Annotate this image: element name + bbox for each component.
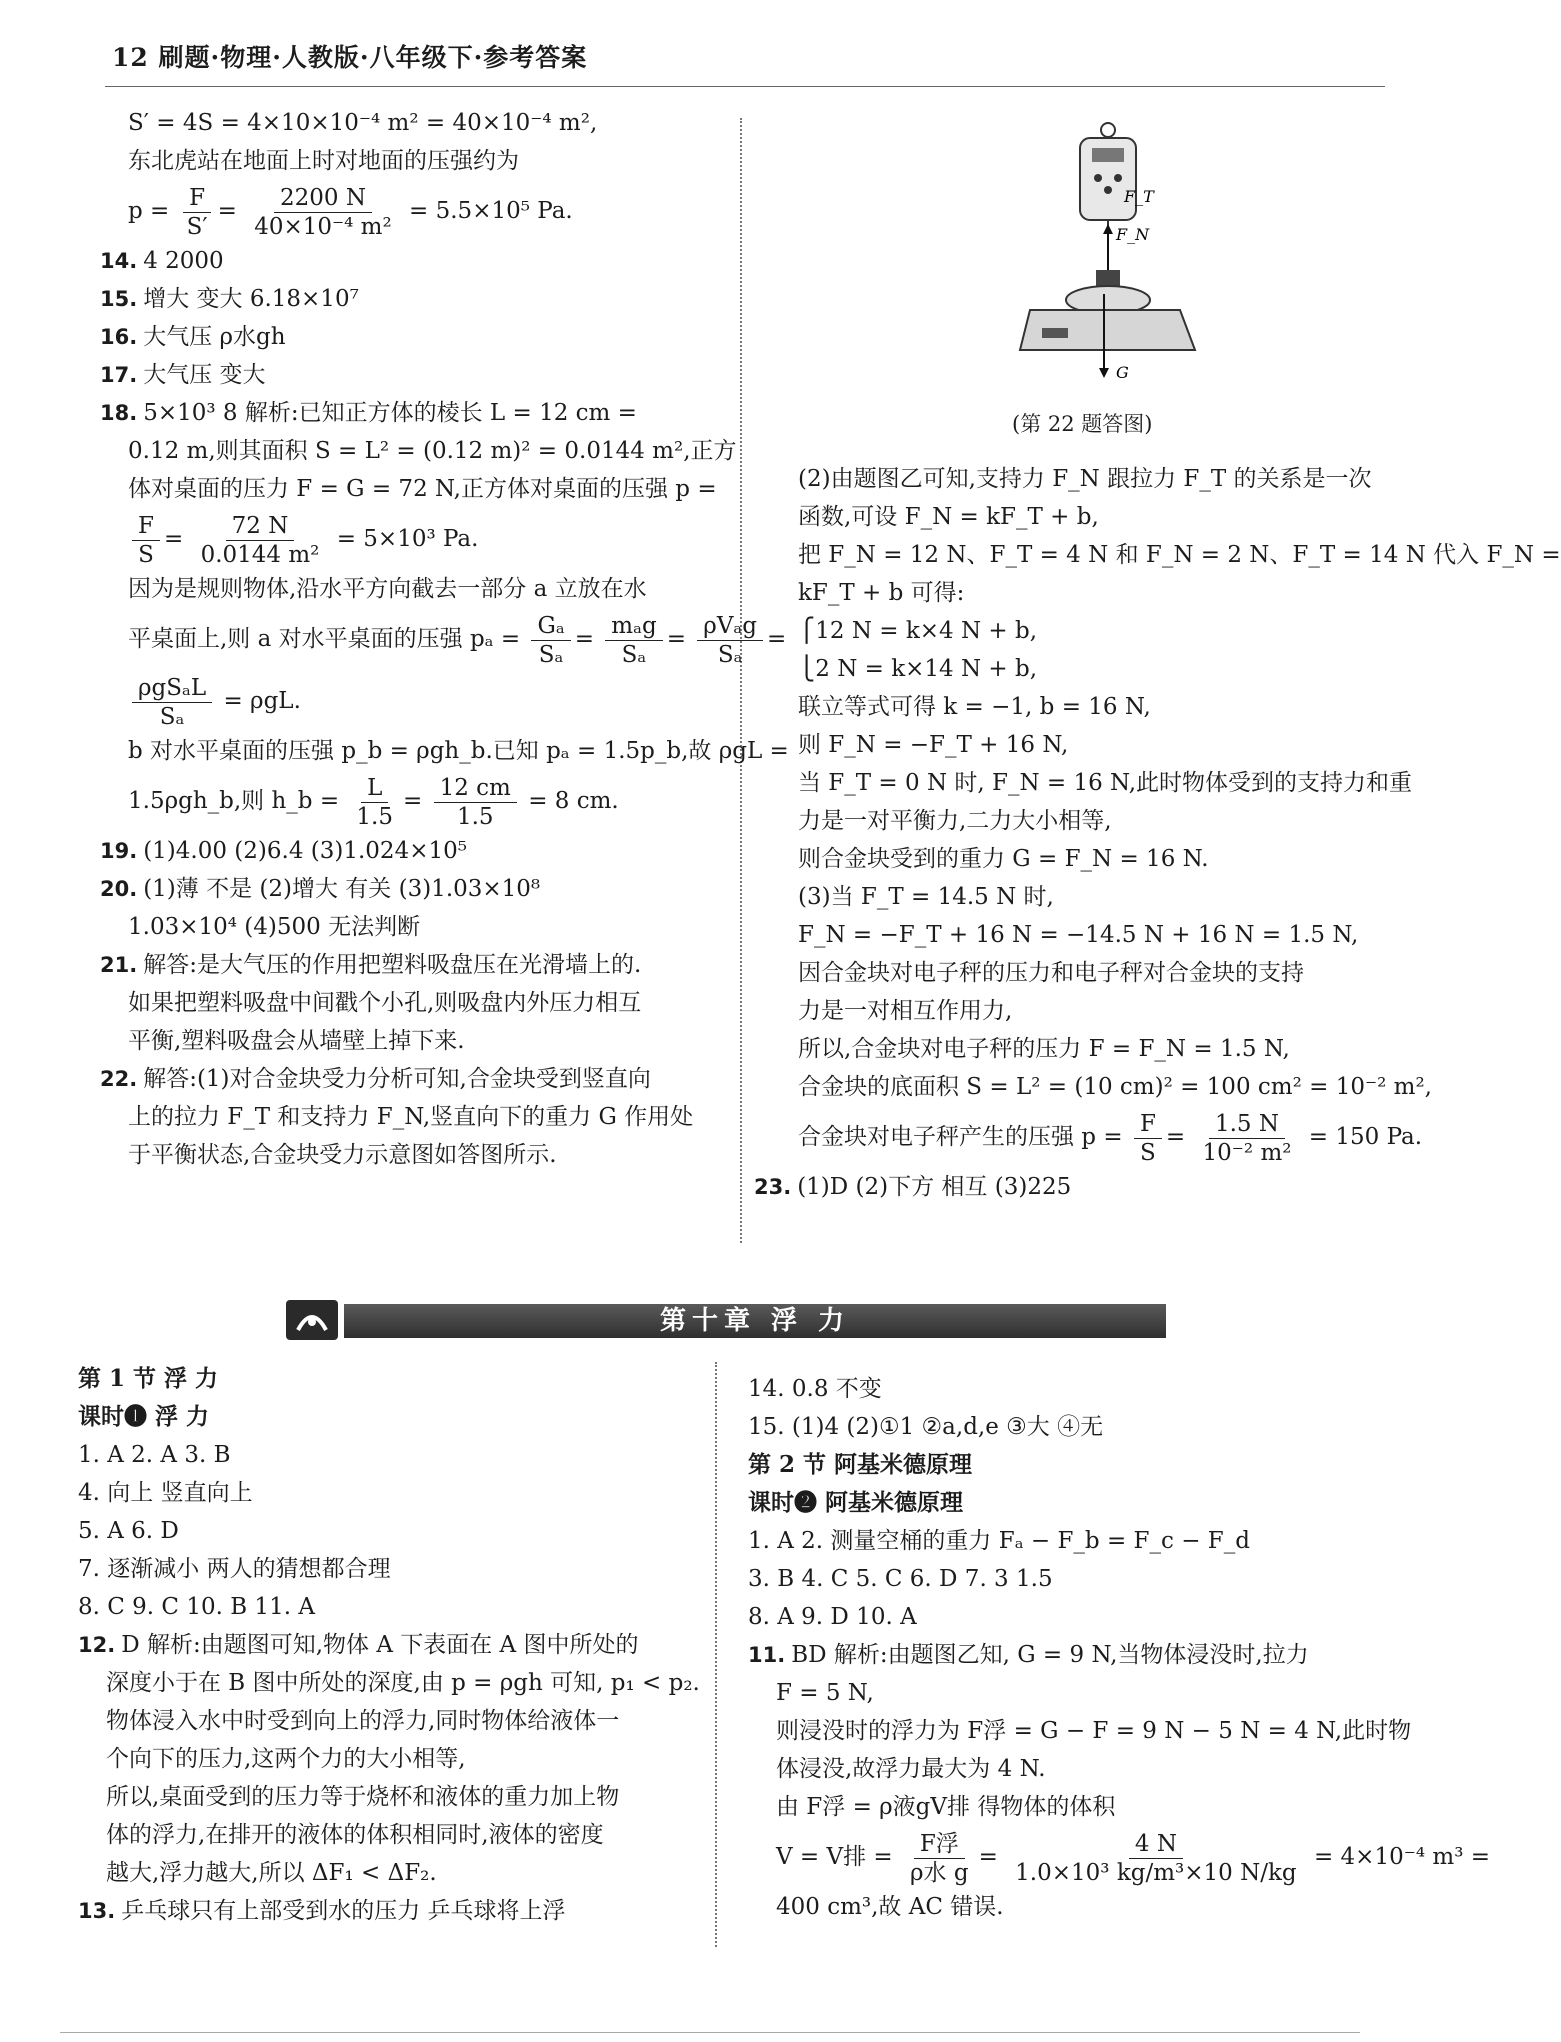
gravity-arrowhead — [1099, 368, 1109, 378]
answer-line: 8. C 9. C 10. B 11. A — [78, 1594, 315, 1620]
text-line: 体浸没,故浮力最大为 4 N. — [776, 1756, 1046, 1782]
answer-line — [100, 832, 730, 870]
footer-rule — [60, 2032, 1360, 2033]
question-number: 19. — [100, 839, 138, 863]
answer-text: 增大 变大 6.18×10⁷ — [143, 286, 359, 312]
numerator: F — [1134, 1110, 1162, 1139]
text-line: 深度小于在 B 图中所处的深度,由 p = ρgh 可知, p₁ < p₂. — [106, 1670, 700, 1696]
formula-text: = ρgL. — [223, 688, 301, 714]
answer-line: 5. A 6. D — [78, 1518, 179, 1544]
fraction — [195, 512, 326, 569]
denominator: 1.5 — [456, 803, 494, 830]
chapter-logo-icon — [286, 1300, 338, 1340]
text-line: S′ = 4S = 4×10×10⁻⁴ m² = 40×10⁻⁴ m², — [128, 110, 598, 136]
fraction — [904, 1830, 975, 1887]
formula-line — [100, 670, 730, 732]
fraction — [434, 774, 517, 831]
answer-line — [100, 242, 730, 280]
answer-line — [100, 280, 730, 318]
answer-line — [100, 1060, 730, 1098]
answer-text: 大气压 变大 — [143, 362, 266, 388]
fraction — [181, 184, 214, 241]
answer-line: 1. A 2. 测量空桶的重力 Fₐ − F_b = F_c − F_d — [748, 1528, 1250, 1554]
chapter-title-bar — [344, 1304, 1166, 1338]
scale-button — [1114, 174, 1122, 182]
answer-line — [100, 394, 730, 432]
fraction — [248, 184, 398, 241]
formula-text: 合金块对电子秤产生的压强 p = — [798, 1124, 1123, 1150]
answer-line — [78, 1626, 708, 1664]
electronic-scale-display — [1042, 328, 1068, 338]
formula-line: 合金块对电子秤产生的压强 p = $\frac{F}{S}$ = $\frac{1.5 N}{\text{10⁻² m²}}$ = 150 Pa. — [798, 1110, 1423, 1166]
text-line: 由 F浮 = ρ液gV排 得物体的体积 — [776, 1794, 1116, 1820]
answer-line: 3. B 4. C 5. C 6. D 7. 3 1.5 — [748, 1566, 1053, 1592]
answer-text: 4 2000 — [143, 248, 224, 274]
formula-text: = 4×10⁻⁴ m³ = — [1313, 1844, 1491, 1870]
column-divider-bottom — [715, 1362, 717, 1947]
denominator: Sₐ — [159, 703, 185, 730]
left-column — [100, 104, 789, 1174]
text-line: ⎧12 N = k×4 N + b, — [798, 618, 1038, 644]
answer-line — [100, 946, 730, 984]
hook-ring — [1101, 123, 1115, 137]
numerator: 1.5 N — [1209, 1110, 1285, 1139]
question-number: 14. — [100, 249, 138, 273]
numerator: ρgSₐL — [132, 674, 212, 703]
answer-line — [100, 356, 730, 394]
question-number: 18. — [100, 401, 138, 425]
question-number: 20. — [100, 877, 138, 901]
text-line: 体的浮力,在排开的液体的体积相同时,液体的密度 — [106, 1822, 604, 1848]
answer-line — [78, 1892, 708, 1930]
text-line: 所以,桌面受到的压力等于烧杯和液体的重力加上物 — [106, 1784, 620, 1810]
formula-line: p = $\frac{F}{S'}$ = $\frac{2200 N}{\text{40×10⁻⁴ m²}}$ = 5.5×10⁵ Pa. — [128, 184, 573, 240]
answer-text: 大气压 ρ水gh — [143, 324, 286, 350]
text-line: 0.12 m,则其面积 S = L² = (0.12 m)² = 0.0144 m²,正方 — [128, 438, 737, 464]
answer-text: 解答:(1)对合金块受力分析可知,合金块受到竖直向 — [143, 1066, 651, 1092]
answer-line: 1. A 2. A 3. B — [78, 1442, 231, 1468]
numerator: F — [183, 184, 211, 213]
text-line: F_N = −F_T + 16 N = −14.5 N + 16 N = 1.5 N, — [798, 922, 1359, 948]
numerator: Gₐ — [531, 612, 570, 641]
formula-text: p = — [128, 198, 177, 224]
scale-button — [1104, 186, 1112, 194]
text-line: kF_T + b 可得: — [798, 580, 965, 606]
text-line: F = 5 N, — [776, 1680, 874, 1706]
text-line: 个向下的压力,这两个力的大小相等, — [106, 1746, 466, 1772]
answer-line: 14. 0.8 不变 — [748, 1376, 882, 1402]
text-line: (2)由题图乙可知,支持力 F_N 跟拉力 F_T 的关系是一次 — [798, 466, 1372, 492]
fraction — [1134, 1110, 1162, 1167]
question-number: 17. — [100, 363, 138, 387]
text-line: 于平衡状态,合金块受力示意图如答图所示. — [128, 1142, 557, 1168]
text-line: 1.03×10⁴ (4)500 无法判断 — [128, 914, 421, 940]
force-diagram-figure — [1000, 120, 1200, 380]
label-g: G — [1116, 363, 1129, 382]
numerator: 2200 N — [274, 184, 372, 213]
figure-caption: (第 22 题答图) — [1012, 412, 1153, 436]
right-column — [754, 460, 1561, 1206]
scale-button — [1094, 174, 1102, 182]
fraction — [132, 674, 212, 731]
denominator: S — [1140, 1139, 1156, 1166]
text-line: 把 F_N = 12 N、F_T = 4 N 和 F_N = 2 N、F_T = 14 N 代入 F_N = — [798, 542, 1561, 568]
question-number: 21. — [100, 953, 138, 977]
answer-text: (1)4.00 (2)6.4 (3)1.024×10⁵ — [143, 838, 467, 864]
answer-line — [100, 870, 730, 908]
text-line: ⎩2 N = k×14 N + b, — [798, 656, 1038, 682]
formula-text: = 5×10³ Pa. — [336, 526, 479, 552]
text-line: 如果把塑料吸盘中间戳个小孔,则吸盘内外压力相互 — [128, 990, 642, 1016]
formula-text: V = V排 = — [776, 1844, 893, 1870]
denominator: 10⁻² m² — [1202, 1139, 1292, 1166]
bottom-right-column — [748, 1370, 1491, 1926]
answer-line: 15. (1)4 (2)①1 ②a,d,e ③大 ④无 — [748, 1414, 1104, 1440]
question-number: 13. — [78, 1899, 116, 1923]
question-number: 15. — [100, 287, 138, 311]
text-line: 物体浸入水中时受到向上的浮力,同时物体给液体一 — [106, 1708, 620, 1734]
label-ft: F_T — [1124, 187, 1154, 206]
numerator: mₐg — [605, 612, 662, 641]
spring-scale-display — [1092, 148, 1124, 162]
answer-text: (1)薄 不是 (2)增大 有关 (3)1.03×10⁸ — [143, 876, 541, 902]
text-line: 力是一对平衡力,二力大小相等, — [798, 808, 1112, 834]
text-line: 联立等式可得 k = −1, b = 16 N, — [798, 694, 1151, 720]
text-line: 函数,可设 F_N = kF_T + b, — [798, 504, 1099, 530]
text-line: 当 F_T = 0 N 时, F_N = 16 N,此时物体受到的支持力和重 — [798, 770, 1413, 796]
numerator: F浮 — [914, 1830, 965, 1859]
answer-line: 7. 逐渐减小 两人的猜想都合理 — [78, 1556, 391, 1582]
tension-arrowhead — [1103, 224, 1113, 234]
text-line: 则 F_N = −F_T + 16 N, — [798, 732, 1069, 758]
answer-text: 5×10³ 8 解析:已知正方体的棱长 L = 12 cm = — [143, 400, 637, 426]
chapter-banner — [286, 1300, 1166, 1340]
numerator: 72 N — [226, 512, 295, 541]
page-header: 12 刷题·物理·人教版·八年级下·参考答案 — [112, 43, 588, 72]
text-line: 平衡,塑料吸盘会从墙壁上掉下来. — [128, 1028, 465, 1054]
numerator: 12 cm — [434, 774, 517, 803]
text-line: 因合金块对电子秤的压力和电子秤对合金块的支持 — [798, 960, 1304, 986]
denominator: S — [138, 541, 154, 568]
formula-line: $\frac{F}{S}$ = $\frac{72 N}{\text{0.0144 m²}}$ = 5×10³ Pa. — [100, 508, 730, 570]
text-line: 东北虎站在地面上时对地面的压强约为 — [128, 148, 519, 174]
text-line: 则合金块受到的重力 G = F_N = 16 N. — [798, 846, 1209, 872]
denominator: 40×10⁻⁴ m² — [254, 213, 392, 240]
denominator: ρ水 g — [910, 1859, 969, 1886]
text-line: 因为是规则物体,沿水平方向截去一部分 a 立放在水 — [128, 576, 647, 602]
denominator: 1.0×10³ kg/m³×10 N/kg — [1015, 1859, 1297, 1886]
answer-line — [754, 1168, 1384, 1206]
answer-line — [100, 318, 730, 356]
numerator: 4 N — [1129, 1830, 1183, 1859]
numerator: L — [361, 774, 388, 803]
denominator: 1.5 — [356, 803, 393, 830]
fraction — [1009, 1830, 1302, 1887]
text-line: 则浸没时的浮力为 F浮 = G − F = 9 N − 5 N = 4 N,此时物 — [776, 1718, 1412, 1744]
formula-text: = 8 cm. — [528, 788, 619, 814]
text-line: 体对桌面的压力 F = G = 72 N,正方体对桌面的压强 p = — [128, 476, 717, 502]
formula-text: = 150 Pa. — [1308, 1124, 1423, 1150]
numerator: F — [132, 512, 160, 541]
text-line: (3)当 F_T = 14.5 N 时, — [798, 884, 1054, 910]
denominator: 0.0144 m² — [200, 541, 320, 568]
formula-text: 平桌面上,则 a 对水平桌面的压强 pₐ = — [128, 626, 521, 652]
text-line: 上的拉力 F_T 和支持力 F_N,竖直向下的重力 G 作用处 — [128, 1104, 694, 1130]
lesson-title: 课时❷ 阿基米德原理 — [748, 1489, 964, 1516]
answer-text: D 解析:由题图可知,物体 A 下表面在 A 图中所处的 — [121, 1632, 639, 1658]
answer-text: BD 解析:由题图乙知, G = 9 N,当物体浸没时,拉力 — [791, 1642, 1309, 1668]
formula-text: 1.5ρgh_b,则 h_b = — [128, 788, 340, 814]
text-line: 力是一对相互作用力, — [798, 998, 1013, 1024]
answer-text: (1)D (2)下方 相互 (3)225 — [797, 1174, 1072, 1200]
answer-line: 8. A 9. D 10. A — [748, 1604, 917, 1630]
text-line: 越大,浮力越大,所以 ΔF₁ < ΔF₂. — [106, 1860, 437, 1886]
logo-mark-icon — [286, 1300, 338, 1340]
question-number: 16. — [100, 325, 138, 349]
label-fn: F_N — [1116, 225, 1150, 244]
bottom-left-column — [78, 1360, 708, 1930]
numerator: ρVₐg — [697, 612, 763, 641]
fraction — [605, 612, 662, 669]
denominator: Sₐ — [538, 641, 564, 668]
formula-text: = 5.5×10⁵ Pa. — [409, 198, 573, 224]
answer-text: 乒乓球只有上部受到水的压力 乒乓球将上浮 — [121, 1898, 566, 1924]
question-number: 22. — [100, 1067, 138, 1091]
section-title: 第 2 节 阿基米德原理 — [748, 1451, 973, 1478]
text-line: 400 cm³,故 AC 错误. — [776, 1894, 1004, 1920]
formula-line: V = V排 = $\frac{\text{F浮}}{\text{ρ水 g}}$ = $\frac{4 N}{\text{1.0×10³ kg/m³×10 N/kg}}$ = 4×10⁻⁴ m³ = — [776, 1830, 1491, 1886]
text-line: b 对水平桌面的压强 p_b = ρgh_b.已知 pₐ = 1.5p_b,故 ρgL = — [128, 738, 789, 764]
text-line: 合金块的底面积 S = L² = (10 cm)² = 100 cm² = 10⁻² m², — [798, 1074, 1432, 1100]
fraction — [531, 612, 570, 669]
fraction — [350, 774, 399, 831]
denominator: S′ — [186, 213, 208, 240]
question-number: 23. — [754, 1175, 792, 1199]
answer-line — [748, 1636, 1378, 1674]
formula-line: 平桌面上,则 a 对水平桌面的压强 pₐ = $\frac{\text{Gₐ}}{\text{Sₐ}}$ = $\frac{\text{mₐg}}{\text{Sₐ}}$ = $\frac{\text{ρVₐg}}{\text{Sₐ}}$ = — [128, 612, 787, 668]
text-line: 所以,合金块对电子秤的压力 F = F_N = 1.5 N, — [798, 1036, 1290, 1062]
chapter-title: 第十章 浮 力 — [659, 1306, 851, 1336]
answer-text: 解答:是大气压的作用把塑料吸盘压在光滑墙上的. — [143, 952, 642, 978]
section-title: 第 1 节 浮 力 — [78, 1365, 219, 1392]
question-number: 12. — [78, 1633, 116, 1657]
denominator: Sₐ — [717, 641, 743, 668]
denominator: Sₐ — [621, 641, 647, 668]
column-divider-top — [740, 118, 742, 1243]
formula-line: 1.5ρgh_b,则 h_b = $\frac{L}{1.5}$ = $\frac{12 cm}{1.5}$ = 8 cm. — [128, 774, 619, 830]
fraction — [132, 512, 160, 569]
lesson-title: 课时❶ 浮 力 — [78, 1403, 210, 1430]
question-number: 11. — [748, 1643, 786, 1667]
answer-line: 4. 向上 竖直向上 — [78, 1480, 253, 1506]
header-rule — [105, 86, 1385, 87]
fraction — [1197, 1110, 1298, 1167]
